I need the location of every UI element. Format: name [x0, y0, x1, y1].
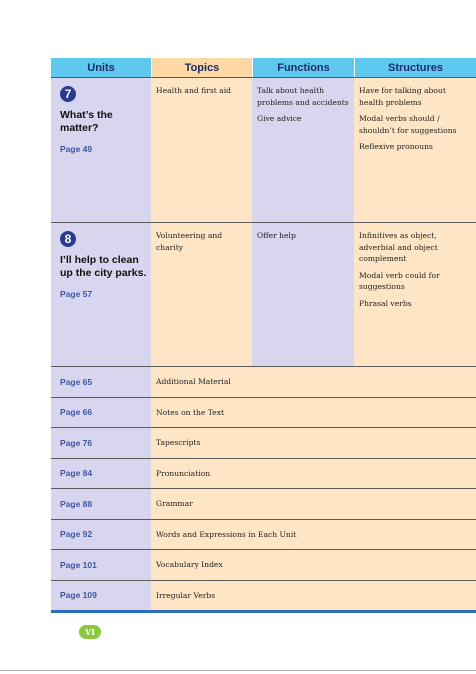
unit-number-badge: 8 — [60, 231, 76, 247]
page-link[interactable]: Page 109 — [51, 581, 151, 611]
unit-row-8 — [51, 222, 476, 366]
section-title: Additional Material — [156, 377, 231, 387]
structures-cell — [354, 78, 476, 222]
unit-page-link[interactable]: Page 49 — [60, 144, 93, 154]
section-title: Irregular Verbs — [156, 590, 216, 600]
list-item[interactable] — [51, 427, 476, 458]
list-item[interactable] — [51, 580, 476, 611]
table-bottom-rule — [51, 610, 476, 613]
unit-page-link[interactable]: Page 57 — [60, 289, 93, 299]
section-title: Notes on the Text — [156, 407, 225, 417]
topics-cell — [151, 223, 252, 366]
unit-cell — [51, 223, 151, 366]
list-item[interactable] — [51, 366, 476, 397]
function-item: Offer help — [257, 231, 296, 240]
header-units: Units — [51, 58, 151, 77]
section-title: Words and Expressions in Each Unit — [156, 529, 297, 539]
header-functions: Functions — [252, 58, 354, 77]
structure-item: Reflexive pronouns — [359, 142, 433, 151]
header-topics: Topics — [151, 58, 252, 77]
unit-number-badge: 7 — [60, 86, 76, 102]
topic-item: Health and first aid — [156, 86, 231, 95]
footer-divider — [0, 670, 476, 671]
page-link[interactable]: Page 101 — [51, 550, 151, 580]
function-item: Give advice — [257, 114, 302, 123]
structure-item: Infinitives as object, adverbial and object complement — [359, 231, 438, 263]
topic-item: Volunteering and charity — [156, 231, 223, 252]
structure-item: Phrasal verbs — [359, 298, 412, 308]
section-title: Grammar — [156, 499, 193, 509]
structure-item: Modal verb could for suggestions — [359, 270, 440, 291]
unit-title: I’ll help to clean up the city parks. — [60, 254, 147, 279]
page-link[interactable]: Page 92 — [51, 520, 151, 550]
page-link[interactable]: Page 65 — [51, 367, 151, 397]
topics-cell — [151, 78, 252, 222]
header-structures: Structures — [354, 58, 476, 77]
structure-item: Have for talking about health problems — [359, 86, 446, 107]
section-title: Vocabulary Index — [156, 560, 223, 570]
list-item[interactable] — [51, 458, 476, 489]
page-number-badge: VI — [79, 625, 101, 639]
functions-cell — [252, 223, 354, 366]
unit-row-7 — [51, 77, 476, 222]
list-item[interactable] — [51, 549, 476, 580]
function-item: Talk about health problems and accidents — [257, 86, 349, 107]
page-link[interactable]: Page 76 — [51, 428, 151, 458]
unit-cell — [51, 78, 151, 222]
contents-table — [51, 58, 476, 613]
unit-title: What’s the matter? — [60, 109, 113, 134]
structures-cell — [354, 223, 476, 366]
page-link[interactable]: Page 88 — [51, 489, 151, 519]
page-link[interactable]: Page 84 — [51, 459, 151, 489]
list-item[interactable] — [51, 519, 476, 550]
functions-cell — [252, 78, 354, 222]
list-item[interactable] — [51, 488, 476, 519]
page-link[interactable]: Page 66 — [51, 398, 151, 428]
section-title: Tapescripts — [156, 438, 201, 448]
table-header — [51, 58, 476, 77]
list-item[interactable] — [51, 397, 476, 428]
structure-item: Modal verbs should / shouldn’t for suggestions — [359, 114, 457, 135]
section-title: Pronunciation — [156, 468, 211, 478]
